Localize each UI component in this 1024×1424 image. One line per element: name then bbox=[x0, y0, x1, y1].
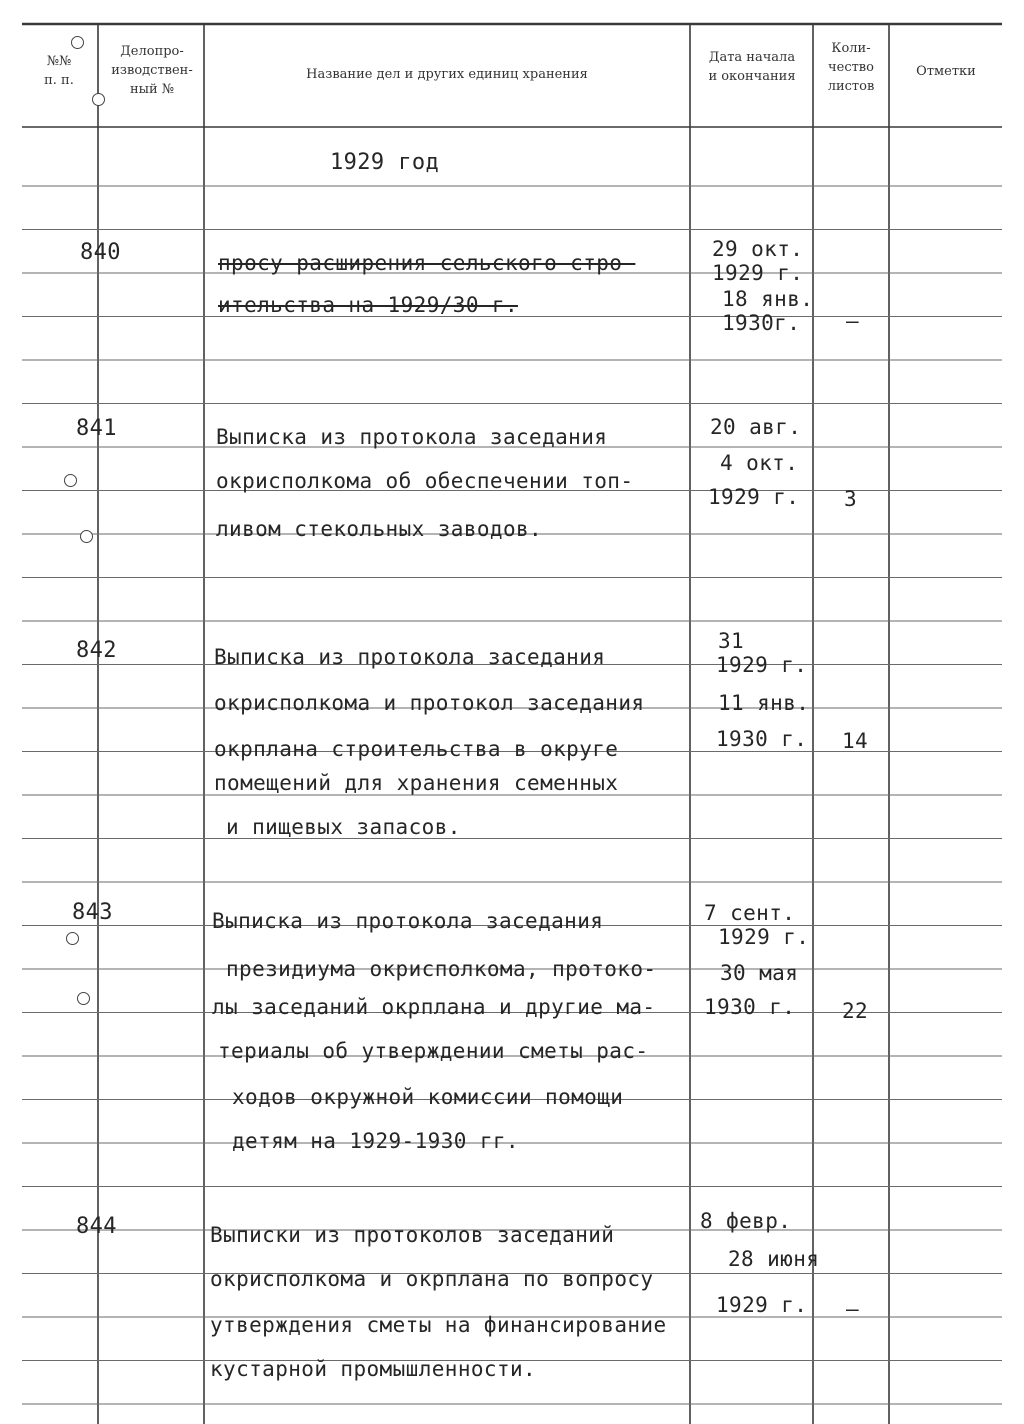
entry-title-line: кустарной промышленности. bbox=[210, 1357, 537, 1381]
entry-date: 30 мая bbox=[720, 961, 799, 985]
entry-title-line: ительства на 1929/30 г. bbox=[218, 293, 518, 317]
binding-hole-icon bbox=[64, 474, 77, 487]
entry-title-line: Выписка из протокола заседания bbox=[212, 909, 604, 933]
entry-date: 1929 г. bbox=[718, 925, 810, 949]
entry-number: 841 bbox=[76, 416, 117, 441]
header-col-office-line: ный № bbox=[129, 82, 175, 97]
entry-date: 18 янв. bbox=[722, 287, 814, 311]
entry-date: 1930 г. bbox=[704, 995, 796, 1019]
entry-number: 843 bbox=[72, 900, 113, 925]
header-col-number-line: №№ bbox=[46, 54, 72, 69]
binding-hole-icon bbox=[77, 992, 90, 1005]
header-col-title-text: Название дел и других единиц хранения bbox=[306, 67, 588, 82]
entry-title-line: ливом стекольных заводов. bbox=[216, 517, 543, 541]
entry-date: 1930 г. bbox=[716, 727, 808, 751]
entry-date: 8 февр. bbox=[700, 1209, 792, 1233]
entry-sheet-count: – bbox=[846, 1297, 860, 1321]
header-col-dates-line: Дата начала bbox=[708, 50, 796, 65]
entry-date: 1929 г. bbox=[708, 485, 800, 509]
entry-date: 1930г. bbox=[722, 311, 801, 335]
header-col-sheets-line: листов bbox=[827, 79, 875, 94]
entry-date: 29 окт. bbox=[712, 237, 804, 261]
entry-number: 840 bbox=[80, 240, 121, 265]
entry-title-line: президиума окрисполкома, протоко- bbox=[226, 957, 657, 981]
header-col-office-number bbox=[104, 42, 200, 99]
header-col-dates-line: и окончания bbox=[708, 69, 796, 84]
entry-title-line: лы заседаний окрплана и другие ма- bbox=[212, 995, 656, 1019]
entry-title-line: детям на 1929-1930 гг. bbox=[232, 1129, 519, 1153]
entry-number: 844 bbox=[76, 1214, 117, 1239]
entry-title-line: помещений для хранения семенных bbox=[214, 771, 619, 795]
entry-date: 1929 г. bbox=[716, 653, 808, 677]
entry-title-line: Выписки из протоколов заседаний bbox=[210, 1223, 615, 1247]
entry-sheet-count: 3 bbox=[844, 487, 858, 511]
binding-hole-icon bbox=[71, 36, 84, 49]
entry-date: 31 bbox=[718, 629, 745, 653]
entry-date: 1929 г. bbox=[716, 1293, 808, 1317]
entry-title-line: просу расширения сельского стро- bbox=[218, 251, 636, 275]
entry-title-line: териалы об утверждении сметы рас- bbox=[218, 1039, 649, 1063]
header-col-notes bbox=[892, 62, 1000, 81]
header-col-sheets-line: Коли- bbox=[831, 41, 871, 56]
entry-date: 1929 г. bbox=[712, 261, 804, 285]
entry-date: 11 янв. bbox=[718, 691, 810, 715]
entry-date: 7 сент. bbox=[704, 901, 796, 925]
header-col-sheets-line: чество bbox=[828, 60, 874, 75]
entry-title-line: ходов окружной комиссии помощи bbox=[232, 1085, 624, 1109]
entry-title-line: и пищевых запасов. bbox=[226, 815, 461, 839]
entry-sheet-count: 14 bbox=[842, 729, 869, 753]
year-heading: 1929 год bbox=[330, 150, 440, 175]
entry-sheet-count: – bbox=[846, 309, 860, 333]
entry-title-line: окрисполкома и окрплана по вопросу bbox=[210, 1267, 654, 1291]
entry-title-line: Выписка из протокола заседания bbox=[214, 645, 606, 669]
binding-hole-icon bbox=[80, 530, 93, 543]
entry-date: 4 окт. bbox=[720, 451, 799, 475]
entry-title-line: окрисполкома и протокол заседания bbox=[214, 691, 645, 715]
header-col-number bbox=[26, 52, 92, 90]
entry-date: 20 авг. bbox=[710, 415, 802, 439]
header-col-number-line: п. п. bbox=[44, 73, 74, 88]
entry-sheet-count: 22 bbox=[842, 999, 869, 1023]
header-col-office-line: Делопро- bbox=[120, 44, 184, 59]
header-col-office-line: изводствен- bbox=[111, 63, 193, 78]
entry-date: 28 июня bbox=[728, 1247, 820, 1271]
header-col-dates bbox=[694, 48, 810, 86]
binding-hole-icon bbox=[66, 932, 79, 945]
header-col-notes-text: Отметки bbox=[916, 64, 976, 79]
entry-number: 842 bbox=[76, 638, 117, 663]
entry-title-line: окрплана строительства в округе bbox=[214, 737, 619, 761]
binding-hole-icon bbox=[92, 93, 105, 106]
entry-title-line: утверждения сметы на финансирование bbox=[210, 1313, 667, 1337]
entry-title-line: окрисполкома об обеспечении топ- bbox=[216, 469, 634, 493]
header-col-title bbox=[210, 65, 684, 84]
header-col-sheets bbox=[816, 39, 886, 96]
entry-title-line: Выписка из протокола заседания bbox=[216, 425, 608, 449]
